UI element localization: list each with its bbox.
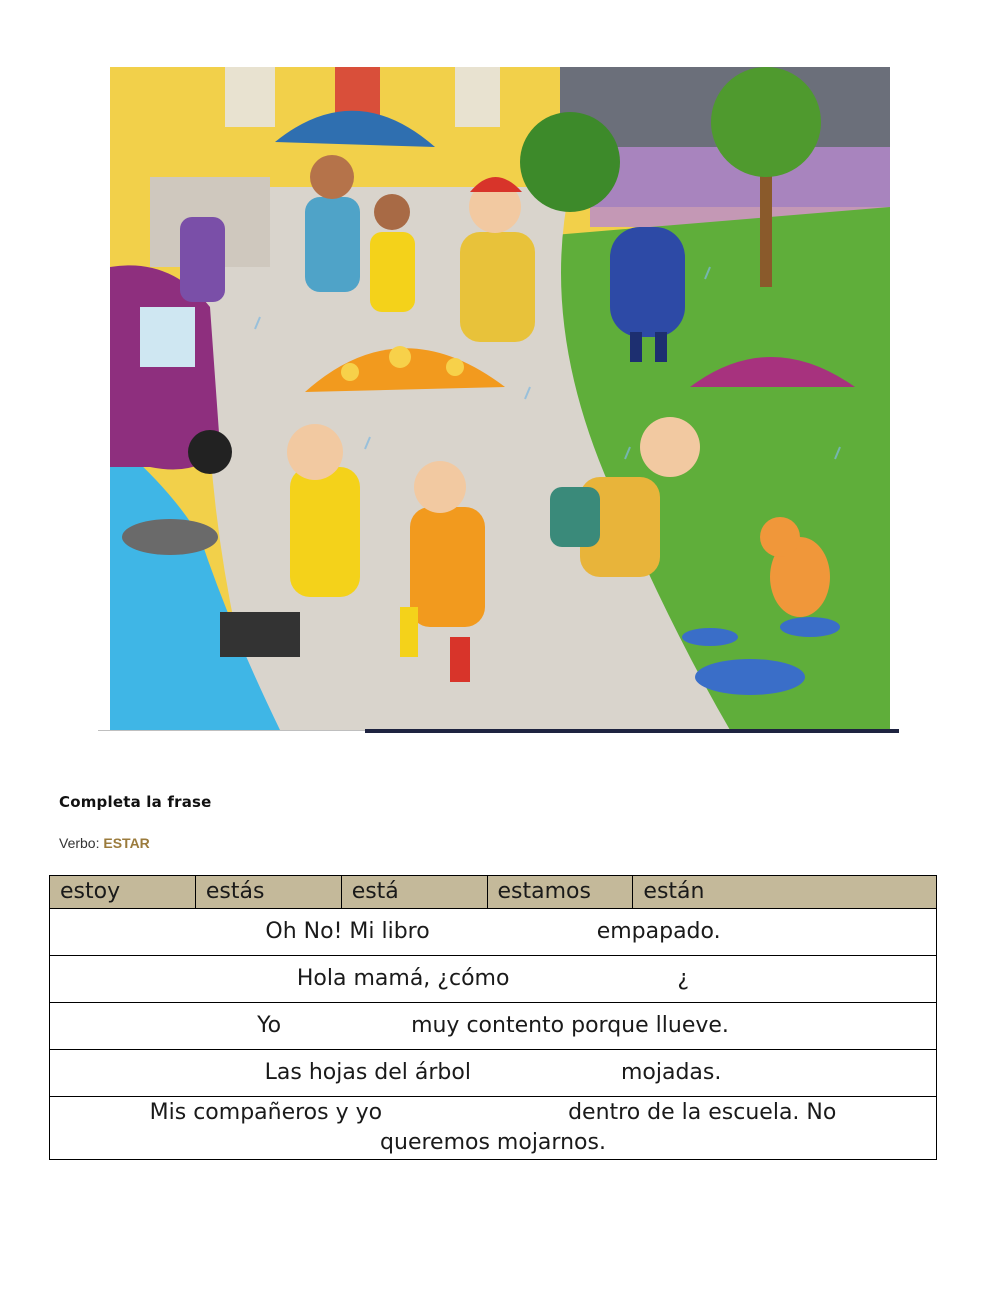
image-bottom-bar [365,729,899,733]
mailbox-leg [655,332,667,362]
child-yellow-coat [370,232,415,312]
storm-drain [220,612,300,657]
sentence-cell [50,1003,937,1050]
window [225,67,275,127]
yellow-boot [400,607,418,657]
sentence-row [50,956,937,1003]
sentence-row [50,1050,937,1097]
red-boot [450,637,470,682]
sentence-cell [50,956,937,1003]
mailbox-leg [630,332,642,362]
sentence-text-before: Las hojas del árbol [264,1060,471,1085]
word-option[interactable]: estoy [50,876,196,909]
sentence-text-line2: queremos mojarnos. [380,1130,606,1155]
girl-head [287,424,343,480]
child-head [310,155,354,199]
word-option[interactable]: está [341,876,487,909]
bush [520,112,620,212]
sentence-text-after: ¿ [677,966,690,991]
sentence-cell [50,1097,937,1160]
umbrella-dot [446,358,464,376]
sentence-row [50,1003,937,1050]
window [455,67,500,127]
manhole-cover [122,519,218,555]
child-orange-raincoat [410,507,485,627]
puddle [695,659,805,695]
verb-label: Verbo: [59,835,100,851]
verb-line [59,835,150,851]
girl-head [640,417,700,477]
sentence-row [50,909,937,956]
umbrella-dot [341,363,359,381]
child-raincoat [460,232,535,342]
rainy-day-illustration [110,67,890,730]
sentence-text-after: dentro de la escuela. No [568,1100,837,1125]
rainy-street-scene [110,67,890,730]
word-option[interactable]: estamos [487,876,633,909]
car-wheel [188,430,232,474]
image-bottom-line [98,730,368,731]
sentence-text-before: Mis compañeros y yo [149,1100,383,1125]
child-purple-coat [180,217,225,302]
verb-value: ESTAR [103,835,150,851]
word-bank-row [50,876,937,909]
puddle [682,628,738,646]
sentence-text-before: Yo [257,1013,282,1038]
exercise-table [49,875,937,1160]
puddle [780,617,840,637]
child-head [414,461,466,513]
word-option[interactable]: estás [195,876,341,909]
sentence-text-after: muy contento porque llueve. [411,1013,729,1038]
sentence-row [50,1097,937,1160]
child-head [374,194,410,230]
child-blue-coat [305,197,360,292]
blue-mailbox [610,227,685,337]
umbrella-dot [389,346,411,368]
sentence-cell [50,1050,937,1097]
sentence-text-after: mojadas. [620,1060,722,1085]
sentence-text-after: empapado. [596,919,721,944]
tree-crown [711,67,821,177]
cat-head [760,517,800,557]
girl-yellow-raincoat [290,467,360,597]
word-option[interactable]: están [633,876,937,909]
backpack [550,487,600,547]
sentence-text-before: Hola mamá, ¿cómo [296,966,510,991]
worksheet-heading: Completa la frase [59,793,212,811]
car-window [140,307,195,367]
sentence-cell [50,909,937,956]
sentence-text-before: Oh No! Mi libro [265,919,430,944]
